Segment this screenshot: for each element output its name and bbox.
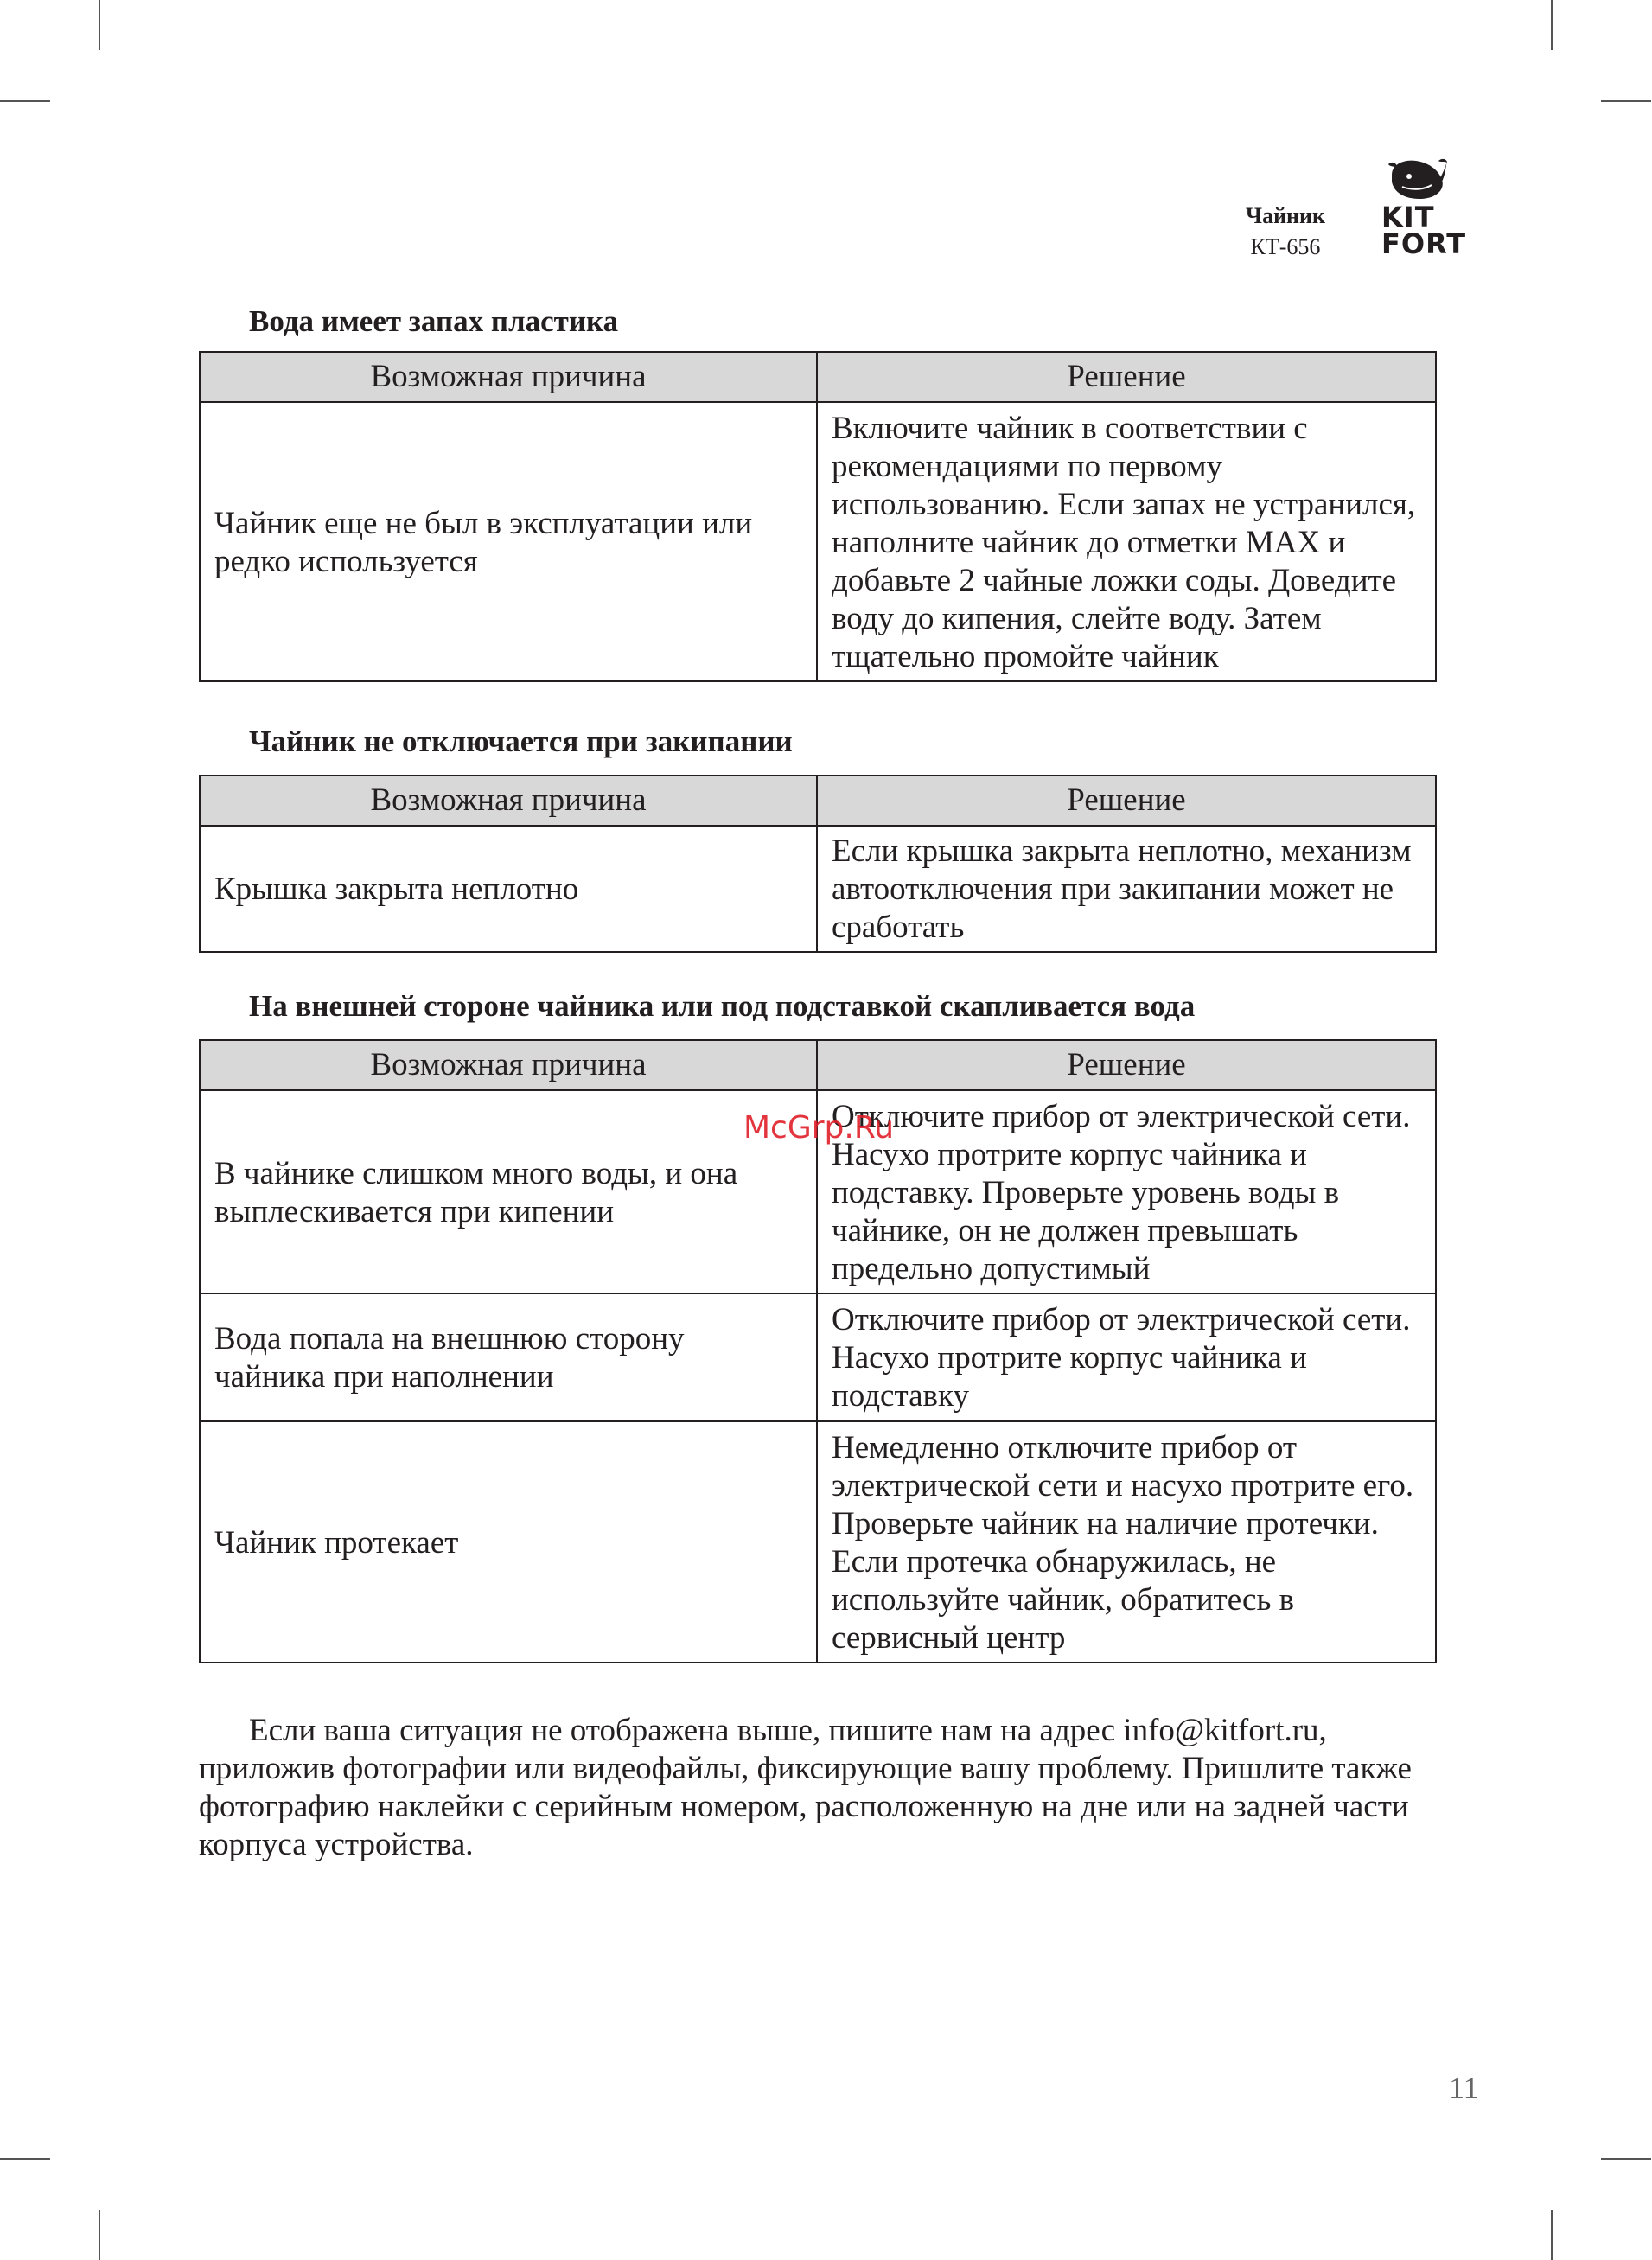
section-no-auto-off (199, 723, 1435, 953)
troubleshooting-table (199, 775, 1437, 953)
table-row (200, 826, 1436, 952)
crop-mark (1551, 2210, 1553, 2260)
section-plastic-smell (199, 303, 1435, 682)
column-header-solution: Решение (817, 1040, 1436, 1090)
section-title: Чайник не отключается при закипании (249, 725, 793, 758)
crop-mark (99, 0, 100, 50)
product-name: Чайник (1245, 203, 1325, 228)
column-header-cause: Возможная причина (200, 776, 817, 826)
whale-icon (1385, 156, 1449, 201)
cause-cell: Чайник еще не был в эксплуатации или редко используется (200, 402, 817, 681)
page-header (1246, 201, 1325, 263)
crop-mark (0, 100, 50, 102)
solution-cell: Немедленно отключите прибор от электрической сети и насухо протрите его. Проверьте чайник на наличие протечки. Если протечка обнаружилась, не используйте чайник, обратитесь в сервисный центр (817, 1421, 1436, 1663)
table-row (200, 1421, 1436, 1663)
column-header-cause: Возможная причина (200, 352, 817, 402)
section-title: На внешней стороне чайника или под подставкой скапливается вода (249, 989, 1196, 1023)
brand-logo (1381, 156, 1467, 260)
section-water-leak (199, 987, 1435, 1663)
model-number: КТ-656 (1250, 234, 1321, 259)
watermark: McGrp.Ru (743, 1110, 895, 1146)
solution-cell: Отключите прибор от электрической сети. Насухо протрите корпус чайника и подставку. Проверьте уровень воды в чайнике, он не должен превышать предельно допустимый (817, 1090, 1436, 1293)
solution-cell: Включите чайник в соответствии с рекомендациями по первому использованию. Если запах не устранился, наполните чайник до отметки MAX и добавьте 2 чайные ложки соды. Доведите воду до кипения, слейте воду. Затем тщательно промойте чайник (817, 402, 1436, 681)
contact-paragraph: Если ваша ситуация не отображена выше, пишите нам на адрес info@kitfort.ru, приложив фотографии или видеофайлы, фиксирующие вашу проблему. Пришлите также фотографию наклейки с серийным номером, расположенную на дне или на задней части корпуса устройства. (199, 1713, 1412, 1862)
cause-cell: Вода попала на внешнюю сторону чайника при наполнении (200, 1293, 817, 1421)
contact-info (199, 1712, 1435, 1864)
cause-cell: В чайнике слишком много воды, и она выплескивается при кипении (200, 1090, 817, 1293)
solution-cell: Если крышка закрыта неплотно, механизм автоотключения при закипании может не сработать (817, 826, 1436, 952)
troubleshooting-table (199, 351, 1437, 682)
logo-text: KIT FORT (1381, 201, 1467, 260)
section-title: Вода имеет запах пластика (249, 304, 619, 338)
column-header-solution: Решение (817, 776, 1436, 826)
column-header-cause: Возможная причина (200, 1040, 817, 1090)
page-number: 11 (1449, 2071, 1479, 2105)
cause-cell: Крышка закрыта неплотно (200, 826, 817, 952)
table-row (200, 1293, 1436, 1421)
crop-mark (1601, 2158, 1651, 2160)
crop-mark (1551, 0, 1553, 50)
cause-cell: Чайник протекает (200, 1421, 817, 1663)
column-header-solution: Решение (817, 352, 1436, 402)
table-row (200, 402, 1436, 681)
crop-mark (1601, 100, 1651, 102)
crop-mark (99, 2210, 100, 2260)
crop-mark (0, 2158, 50, 2160)
solution-cell: Отключите прибор от электрической сети. Насухо протрите корпус чайника и подставку (817, 1293, 1436, 1421)
